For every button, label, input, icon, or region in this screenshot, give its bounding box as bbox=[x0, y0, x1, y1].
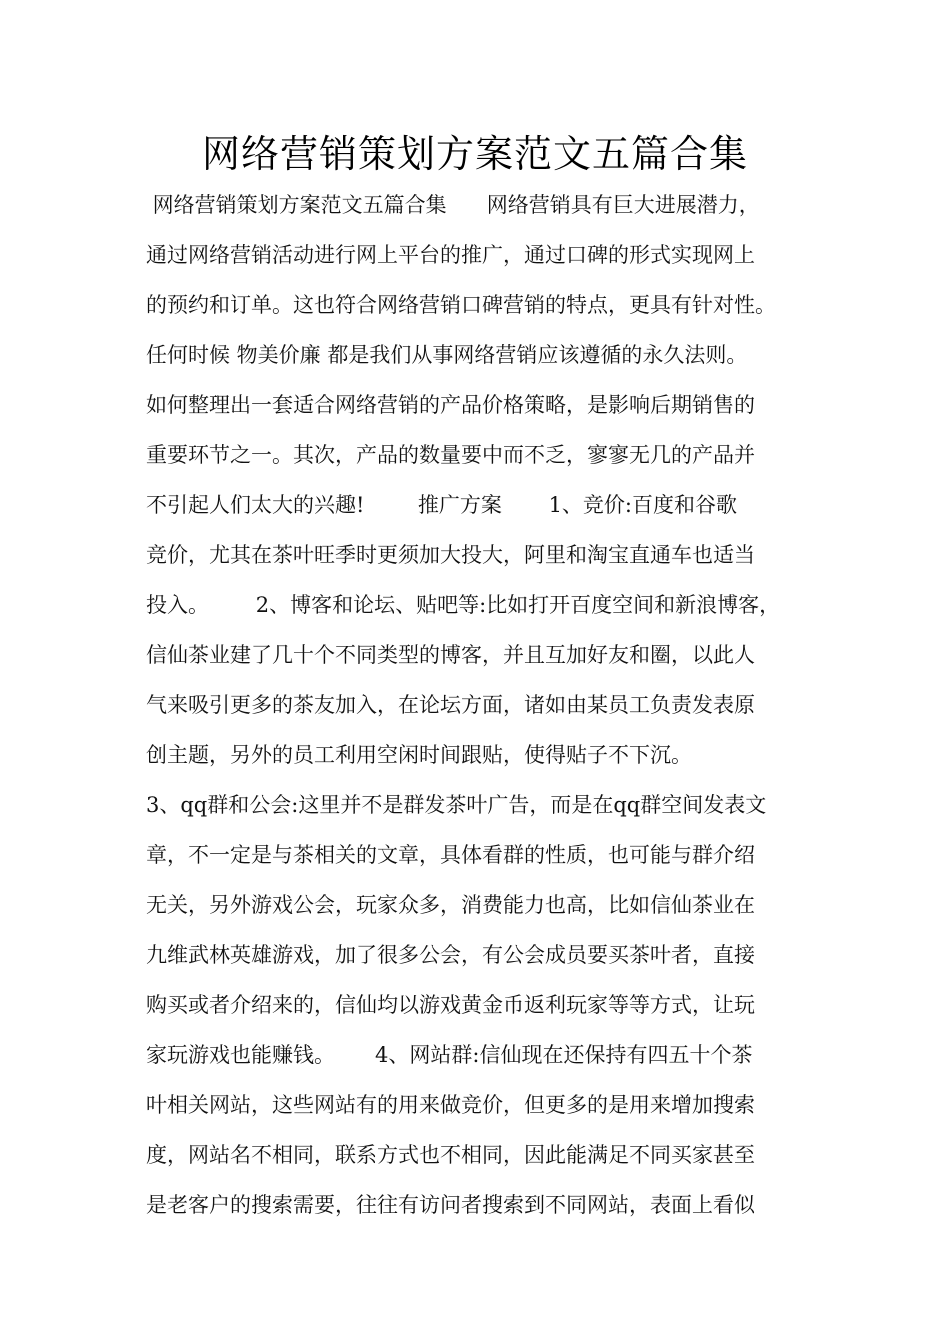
body-line: 家玩游戏也能赚钱。 4、网站群:信仙现在还保持有四五十个茶 bbox=[146, 1043, 753, 1067]
document-title: 网络营销策划方案范文五篇合集 bbox=[201, 132, 748, 176]
body-line: 是老客户的搜索需要，往往有访问者搜索到不同网站，表面上看似 bbox=[146, 1193, 755, 1217]
document-body bbox=[146, 180, 836, 1230]
body-line: 度，网站名不相同，联系方式也不相同，因此能满足不同买家甚至 bbox=[146, 1143, 755, 1167]
body-line: 叶相关网站，这些网站有的用来做竞价，但更多的是用来增加搜索 bbox=[146, 1093, 755, 1117]
body-line: 3、qq群和公会:这里并不是群发茶叶广告，而是在qq群空间发表文 bbox=[146, 793, 767, 817]
body-line: 如何整理出一套适合网络营销的产品价格策略，是影响后期销售的 bbox=[146, 393, 755, 417]
body-line: 气来吸引更多的茶友加入，在论坛方面，诸如由某员工负责发表原 bbox=[146, 693, 755, 717]
body-line: 九维武林英雄游戏，加了很多公会，有公会成员要买茶叶者，直接 bbox=[146, 943, 755, 967]
body-line: 无关，另外游戏公会，玩家众多，消费能力也高，比如信仙茶业在 bbox=[146, 893, 755, 917]
body-line: 竞价，尤其在茶叶旺季时更须加大投大，阿里和淘宝直通车也适当 bbox=[146, 543, 755, 567]
body-line: 购买或者介绍来的，信仙均以游戏黄金币返利玩家等等方式，让玩 bbox=[146, 993, 755, 1017]
body-line: 通过网络营销活动进行网上平台的推广，通过口碑的形式实现网上 bbox=[146, 243, 755, 267]
body-line: 创主题，另外的员工利用空闲时间跟贴，使得贴子不下沉。 bbox=[146, 743, 692, 767]
body-line: 不引起人们太大的兴趣! 推广方案 1、竞价:百度和谷歌 bbox=[146, 493, 738, 517]
body-line: 信仙茶业建了几十个不同类型的博客，并且互加好友和圈，以此人 bbox=[146, 643, 755, 667]
body-line: 任何时候 物美价廉 都是我们从事网络营销应该遵循的永久法则。 bbox=[146, 343, 748, 367]
body-line: 的预约和订单。这也符合网络营销口碑营销的特点，更具有针对性。 bbox=[146, 293, 776, 317]
body-line: 网络营销策划方案范文五篇合集 网络营销具有巨大进展潜力， bbox=[146, 193, 760, 217]
body-line: 章，不一定是与茶相关的文章，具体看群的性质，也可能与群介绍 bbox=[146, 843, 755, 867]
body-line: 投入。 2、博客和论坛、贴吧等:比如打开百度空间和新浪博客， bbox=[146, 593, 781, 617]
body-line: 重要环节之一。其次，产品的数量要中而不乏，寥寥无几的产品并 bbox=[146, 443, 755, 467]
